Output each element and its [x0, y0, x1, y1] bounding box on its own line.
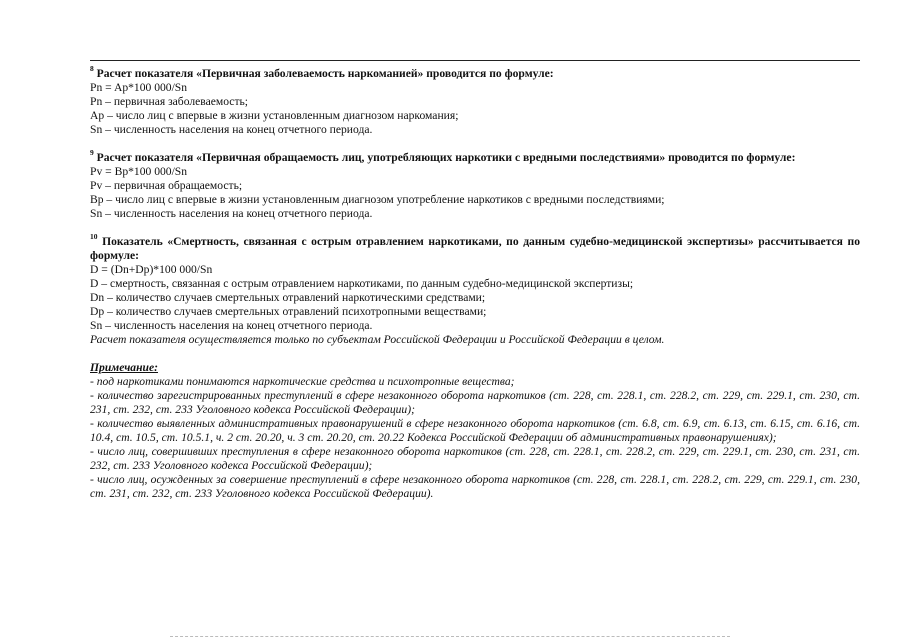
footnote-10-line: D – смертность, связанная с острым отравлением наркотиками, по данным судебно-медицинской экспертизы; [90, 277, 634, 290]
note-item: - число лиц, осужденных за совершение преступлений в сфере незаконного оборота наркотиков (ст. 228, ст. 228.1, ст. 228.2, ст. 229, ст. 229.1, ст. 230, ст. 231, ст. 232, ст. 233 Уголовного кодекса Российской Федерации). [90, 473, 860, 500]
footnote-10-number: 10 [90, 232, 98, 242]
footnote-8-line: Sn – численность населения на конец отчетного периода. [90, 123, 373, 136]
note-item: - число лиц, совершивших преступления в сфере незаконного оборота наркотиков (ст. 228, ст. 228.1, ст. 228.2, ст. 229, ст. 229.1, ст. 230, ст. 231, ст. 232, ст. 233 Уголовного кодекса Российской Федерации); [90, 445, 860, 472]
footnotes-content [90, 64, 860, 515]
footnote-8-heading-text: Расчет показателя «Первичная заболеваемость наркоманией» проводится по формуле: [96, 67, 554, 80]
note-title: Примечание: [90, 361, 158, 374]
footnote-10-line: Sn – численность населения на конец отчетного периода. [90, 319, 373, 332]
note-item: - количество выявленных административных правонарушений в сфере незаконного оборота наркотиков (ст. 6.8, ст. 6.9, ст. 6.13, ст. 6.15, ст. 6.16, ст. 10.4, ст. 10.5, ст. 10.5.1, ч. 2 ст. 20.20, ч. 3 ст. 20.20, ст. 20.22 Кодекса Российской Федерации об административных правонарушениях); [90, 417, 860, 444]
footnote-10-line: Dn – количество случаев смертельных отравлений наркотическими средствами; [90, 291, 486, 304]
footnote-10-line: Dp – количество случаев смертельных отравлений психотропными веществами; [90, 305, 487, 318]
footnote-9-line: Sn – численность населения на конец отчетного периода. [90, 207, 373, 220]
footnote-10 [90, 232, 860, 347]
note-item: - количество зарегистрированных преступлений в сфере незаконного оборота наркотиков (ст. 228, ст. 228.1, ст. 228.2, ст. 229, ст. 229.1, ст. 230, ст. 231, ст. 232, ст. 233 Уголовного кодекса Российской Федерации); [90, 389, 860, 416]
footnote-10-heading [90, 232, 860, 263]
footnote-8-number: 8 [90, 64, 94, 74]
footnote-9-formula: Pv = Bp*100 000/Sn [90, 165, 188, 178]
footnote-8-formula: Pn = Ap*100 000/Sn [90, 81, 188, 94]
footnote-9-number: 9 [90, 148, 94, 158]
footnote-9-heading [90, 148, 860, 165]
footnote-10-heading-text: Показатель «Смертность, связанная с острым отравлением наркотиками, по данным судебно-медицинской экспертизы» рассчитывается по формуле: [90, 235, 860, 262]
footnote-8-line: Pn – первичная заболеваемость; [90, 95, 249, 108]
note-item: - под наркотиками понимаются наркотические средства и психотропные вещества; [90, 375, 515, 388]
footnote-separator-line [90, 60, 860, 61]
footnote-8-line: Ap – число лиц с впервые в жизни установленным диагнозом наркомания; [90, 109, 459, 122]
note-section [90, 361, 860, 501]
footnote-10-italic-note: Расчет показателя осуществляется только по субъектам Российской Федерации и Российской Федерации в целом. [90, 333, 665, 346]
footnote-10-formula: D = (Dn+Dp)*100 000/Sn [90, 263, 213, 276]
footnote-9 [90, 148, 860, 221]
page-bottom-edge [170, 636, 730, 637]
footnote-9-line: Pv – первичная обращаемость; [90, 179, 243, 192]
footnote-9-line: Bp – число лиц с впервые в жизни установленным диагнозом употребление наркотиков с вредными последствиями; [90, 193, 665, 206]
footnote-9-heading-text: Расчет показателя «Первичная обращаемость лиц, употребляющих наркотики с вредными последствиями» проводится по формуле: [96, 151, 796, 164]
footnote-8 [90, 64, 860, 137]
footnote-8-heading [90, 64, 860, 81]
